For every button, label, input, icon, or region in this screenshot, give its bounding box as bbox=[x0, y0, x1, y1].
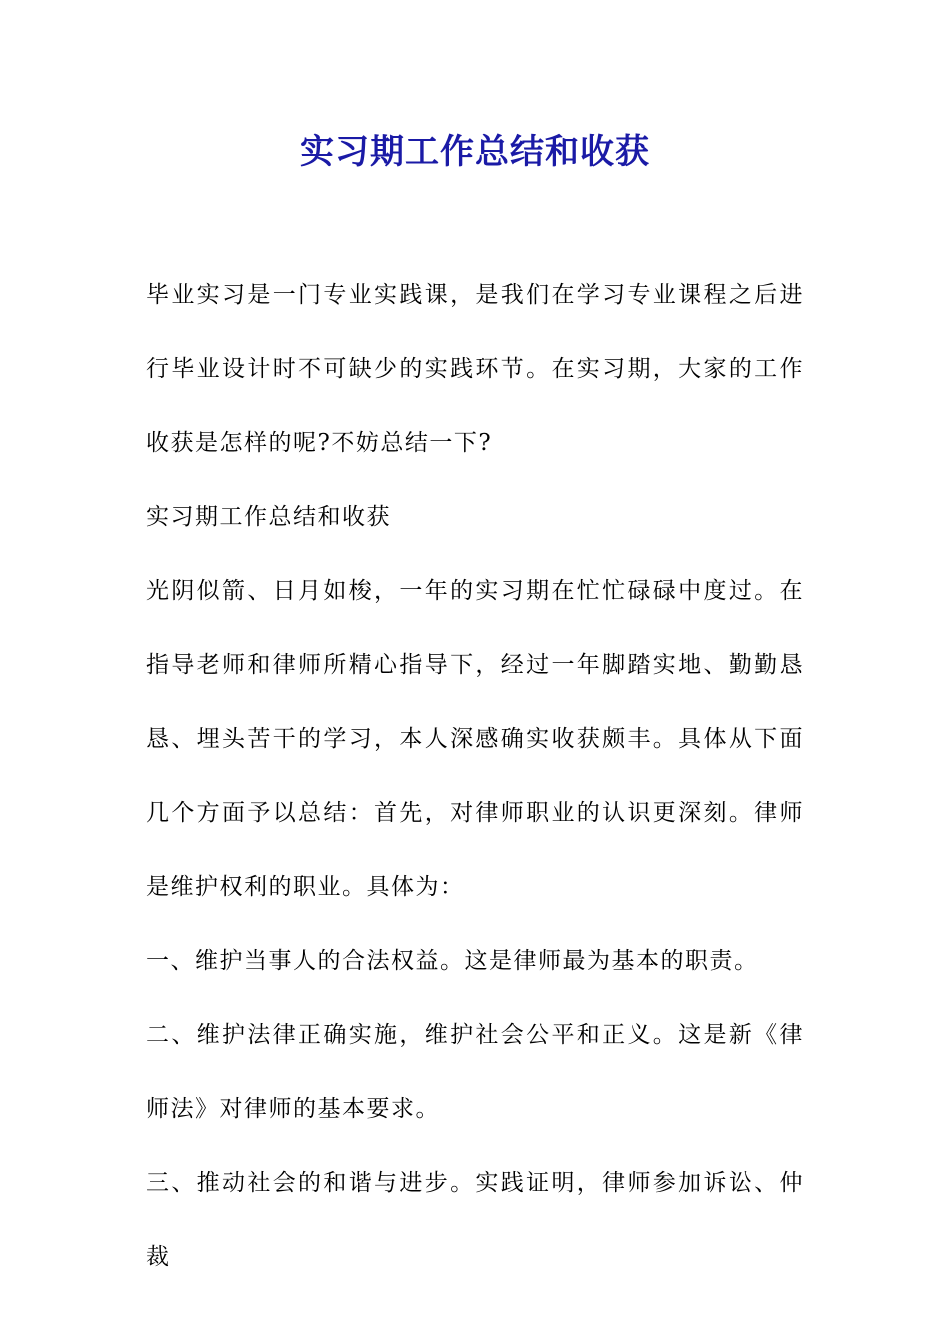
paragraph-point-3: 三、推动社会的和谐与进步。实践证明，律师参加诉讼、仲裁 bbox=[146, 1170, 804, 1270]
document-title: 实习期工作总结和收获 bbox=[300, 132, 650, 172]
paragraph-main: 光阴似箭、日月如梭，一年的实习期在忙忙碌碌中度过。在指导老师和律师所精心指导下，经过一年脚踏实地、勤勤恳恳、埋头苦干的学习，本人深感确实收获颇丰。具体从下面几个方面予以总结：首先，对律师职业的认识更深刻。律师是维护权利的职业。具体为： bbox=[146, 578, 804, 900]
paragraph-subtitle: 实习期工作总结和收获 bbox=[146, 504, 391, 530]
paragraph-point-2: 二、维护法律正确实施，维护社会公平和正义。这是新《律师法》对律师的基本要求。 bbox=[146, 1022, 804, 1122]
paragraph-point-1: 一、维护当事人的合法权益。这是律师最为基本的职责。 bbox=[146, 948, 759, 974]
paragraph-intro: 毕业实习是一门专业实践课，是我们在学习专业课程之后进行毕业设计时不可缺少的实践环节。在实习期，大家的工作收获是怎样的呢?不妨总结一下? bbox=[146, 282, 804, 456]
document-body bbox=[146, 258, 804, 1294]
